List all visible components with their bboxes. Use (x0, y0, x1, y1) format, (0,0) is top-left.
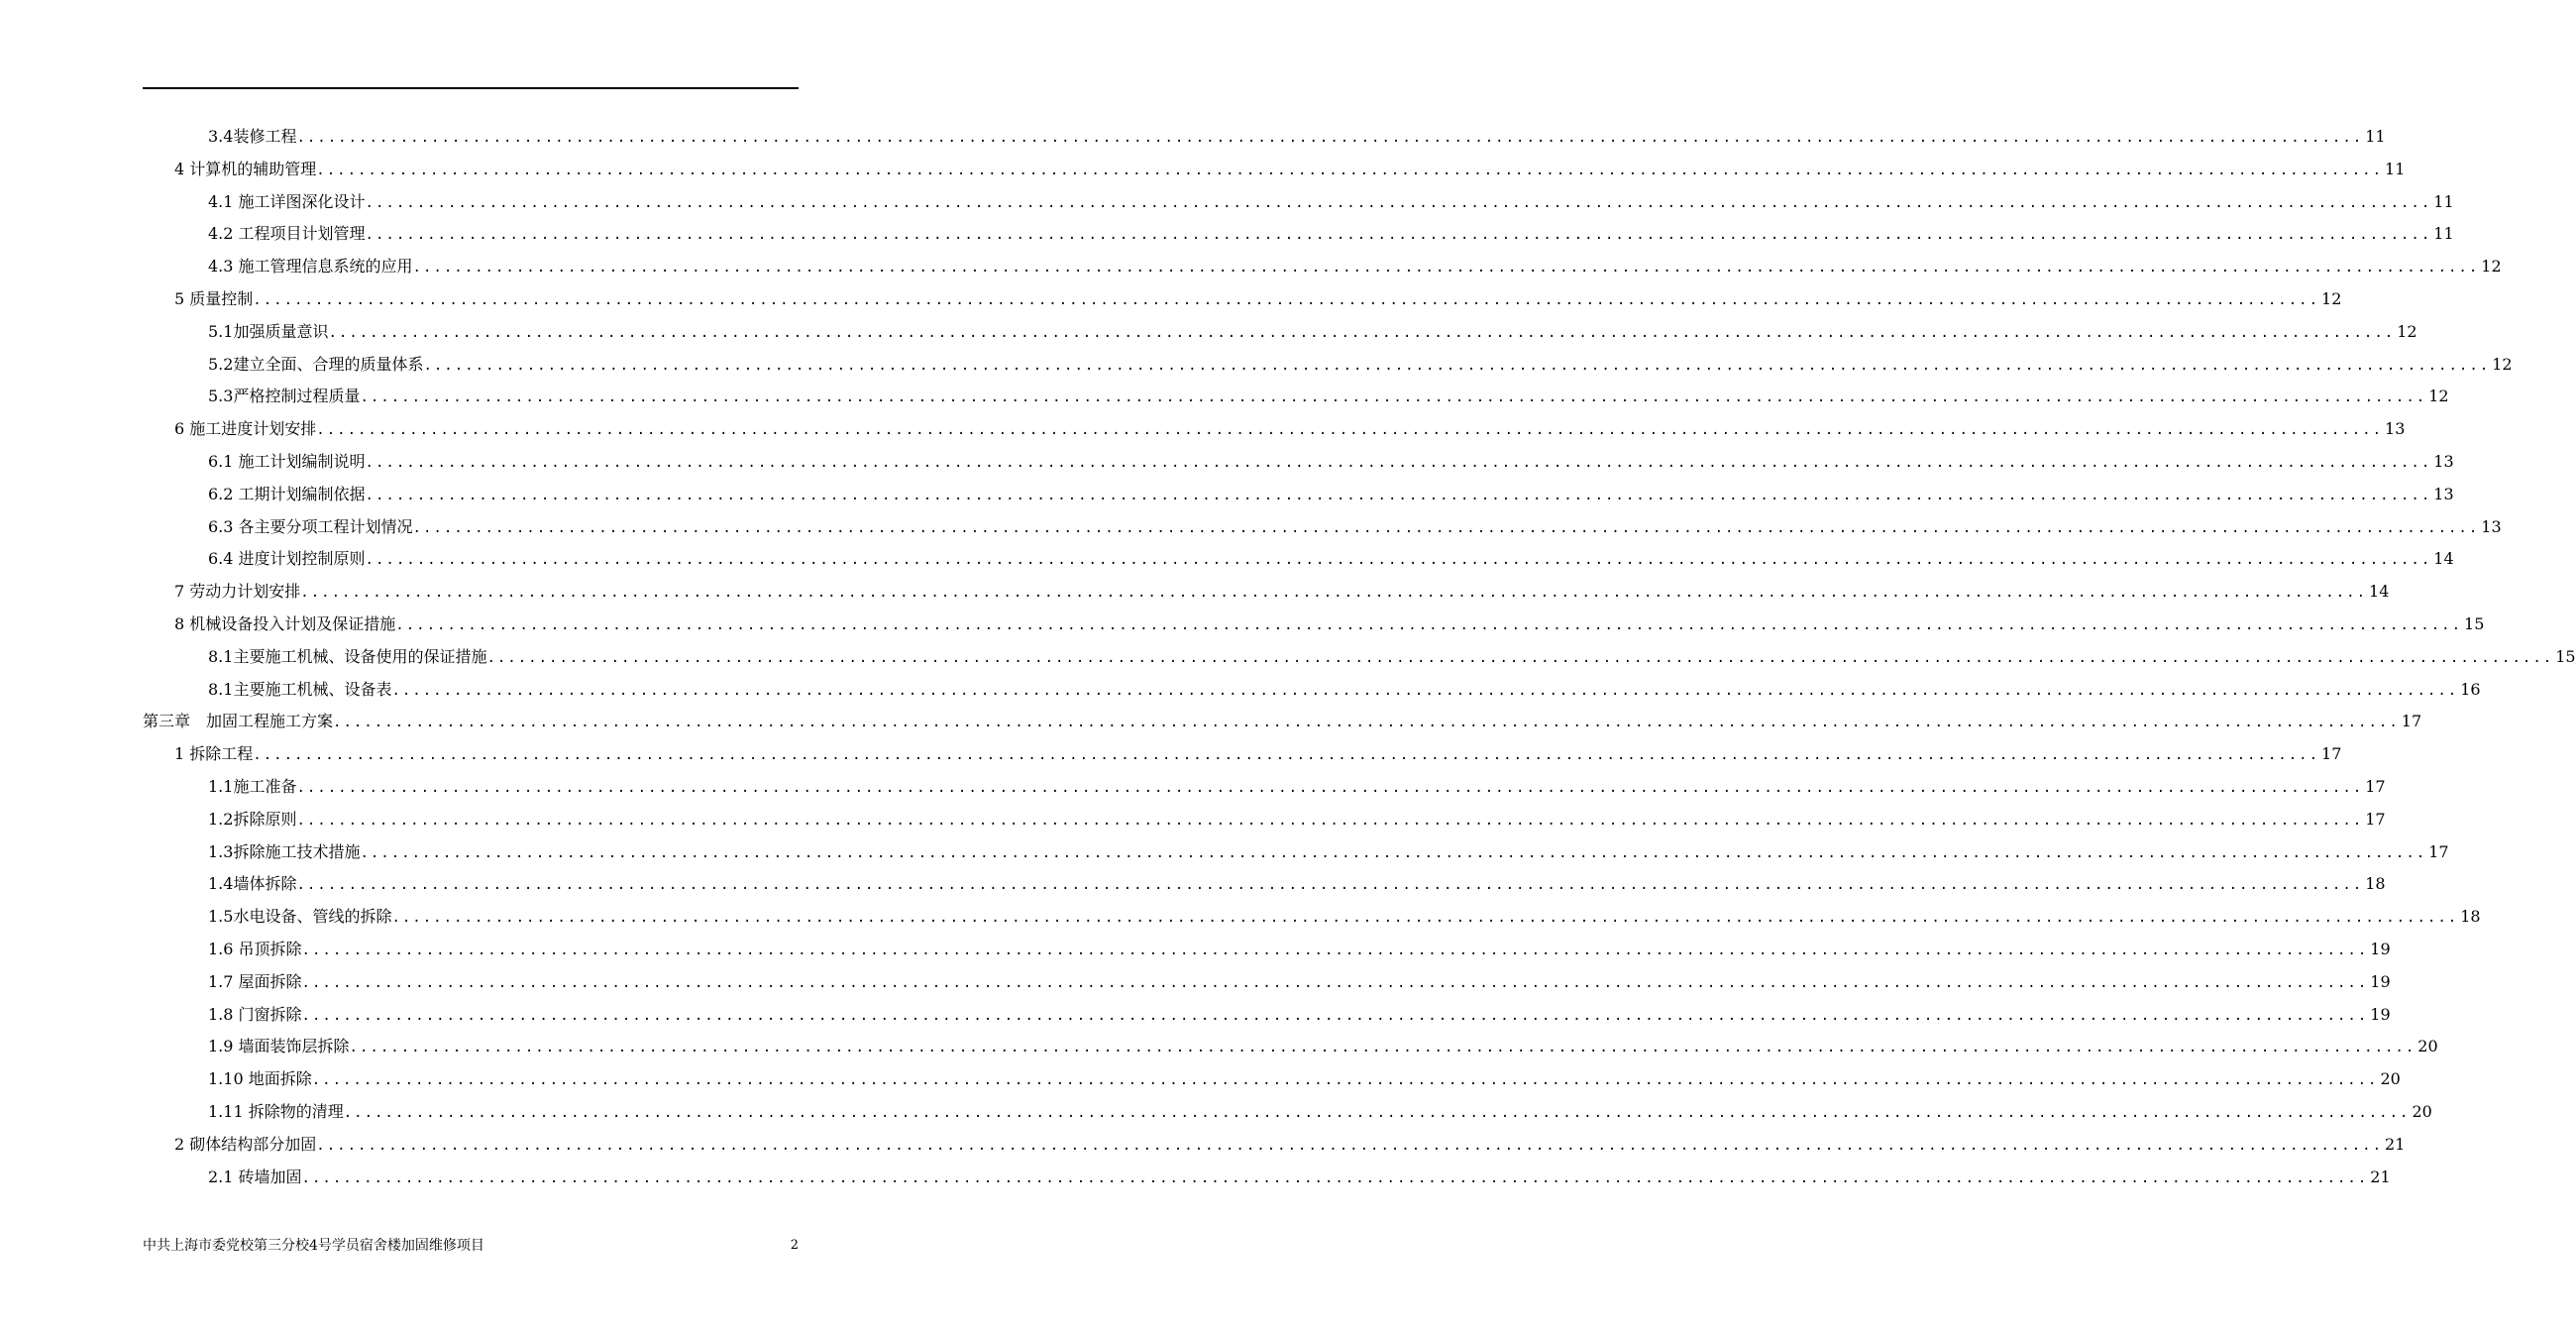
toc-entry-page: 12 (2321, 289, 2342, 308)
toc-dot-leader: ........................................................................................................................................................................................................ (412, 260, 2480, 277)
toc-dot-leader: ........................................................................................................................................................................................................ (296, 130, 2364, 146)
toc-entry[interactable] (174, 608, 2485, 640)
toc-entry[interactable] (208, 803, 2386, 835)
toc-dot-leader: ........................................................................................................................................................................................................ (328, 324, 2396, 341)
toc-entry[interactable] (143, 705, 2422, 737)
toc-entry[interactable] (174, 1128, 2406, 1161)
footer-page-number: 2 (790, 1238, 799, 1253)
toc-entry-page: 14 (2433, 549, 2454, 569)
toc-dot-leader: ........................................................................................................................................................................................................ (301, 1007, 2369, 1024)
toc-entry[interactable] (208, 445, 2454, 478)
page-footer (143, 1235, 799, 1257)
toc-entry-title: 1.7 屋面拆除 (208, 971, 302, 991)
toc-entry-page: 13 (2481, 516, 2502, 536)
toc-entry-title: 1.3拆除施工技术措施 (208, 841, 361, 861)
toc-entry-page: 13 (2385, 419, 2406, 439)
toc-dot-leader: ........................................................................................................................................................................................................ (349, 1040, 2416, 1056)
footer-title: 中共上海市委党校第三分校4号学员宿舍楼加固维修项目 (143, 1238, 484, 1254)
toc-dot-leader: ........................................................................................................................................................................................................ (365, 455, 2432, 471)
toc-dot-leader: ........................................................................................................................................................................................................ (486, 649, 2554, 666)
toc-entry-title: 1.2拆除原则 (208, 809, 297, 829)
toc-dot-leader: ........................................................................................................................................................................................................ (253, 292, 2320, 308)
toc-dot-leader: ........................................................................................................................................................................................................ (296, 780, 2364, 796)
toc-dot-leader: ........................................................................................................................................................................................................ (412, 519, 2480, 536)
toc-entry-page: 17 (2365, 809, 2386, 829)
toc-entry-page: 20 (2380, 1069, 2401, 1089)
toc-entry-title: 6.1 施工计划编制说明 (208, 452, 366, 471)
toc-entry[interactable] (174, 153, 2406, 185)
toc-entry-title: 5 质量控制 (174, 289, 254, 308)
toc-entry-page: 21 (2385, 1134, 2406, 1154)
toc-entry-title: 1.4墙体拆除 (208, 874, 297, 894)
toc-entry-page: 12 (2397, 321, 2417, 341)
toc-dot-leader: ........................................................................................................................................................................................................ (391, 910, 2459, 927)
toc-dot-leader: ........................................................................................................................................................................................................ (360, 844, 2427, 861)
toc-dot-leader: ........................................................................................................................................................................................................ (333, 715, 2400, 731)
toc-entry-page: 13 (2433, 452, 2454, 471)
toc-entry-page: 11 (2365, 127, 2386, 146)
toc-entry-page: 12 (2428, 387, 2449, 406)
toc-entry-page: 17 (2401, 712, 2422, 731)
toc-entry-title: 5.3严格控制过程质量 (208, 387, 361, 406)
toc-entry[interactable] (208, 965, 2391, 998)
toc-dot-leader: ........................................................................................................................................................................................................ (316, 162, 2384, 178)
toc-entry-page: 11 (2433, 224, 2454, 244)
toc-entry[interactable] (208, 217, 2454, 250)
toc-entry[interactable] (208, 510, 2502, 543)
toc-entry-page: 19 (2370, 971, 2391, 991)
toc-entry-page: 14 (2369, 582, 2390, 602)
toc-entry-page: 20 (2412, 1102, 2432, 1121)
toc-entry-title: 6 施工进度计划安排 (174, 419, 317, 439)
toc-dot-leader: ........................................................................................................................................................................................................ (296, 877, 2364, 894)
toc-entry-page: 20 (2417, 1037, 2438, 1056)
toc-dot-leader: ........................................................................................................................................................................................................ (253, 747, 2320, 764)
toc-dot-leader: ........................................................................................................................................................................................................ (311, 1072, 2379, 1089)
toc-entry[interactable] (208, 1062, 2401, 1095)
toc-dot-leader: ........................................................................................................................................................................................................ (365, 487, 2432, 503)
toc-dot-leader: ........................................................................................................................................................................................................ (391, 682, 2459, 699)
toc-dot-leader: ........................................................................................................................................................................................................ (301, 974, 2369, 991)
toc-entry-page: 15 (2464, 614, 2485, 633)
toc-entry-page: 17 (2428, 841, 2449, 861)
toc-entry-title: 1.5水电设备、管线的拆除 (208, 907, 392, 927)
toc-dot-leader: ........................................................................................................................................................................................................ (395, 617, 2463, 633)
toc-entry-page: 16 (2460, 679, 2481, 699)
toc-entry[interactable] (208, 933, 2391, 965)
toc-entry-title: 1.9 墙面装饰层拆除 (208, 1037, 350, 1056)
toc-entry-title: 3.4装修工程 (208, 127, 297, 146)
toc-entry[interactable] (174, 737, 2342, 770)
toc-entry[interactable] (208, 542, 2454, 575)
toc-entry-title: 1.6 吊顶拆除 (208, 940, 302, 958)
toc-entry-page: 12 (2481, 257, 2502, 277)
toc-entry-title: 8.1主要施工机械、设备表 (208, 679, 392, 699)
toc-dot-leader: ........................................................................................................................................................................................................ (365, 227, 2432, 244)
toc-entry-title: 6.4 进度计划控制原则 (208, 549, 366, 569)
toc-entry-page: 17 (2321, 744, 2342, 764)
toc-entry[interactable] (208, 835, 2449, 868)
toc-dot-leader: ........................................................................................................................................................................................................ (316, 422, 2384, 439)
toc-entry-page: 18 (2365, 874, 2386, 894)
toc-entry-title: 1.11 拆除物的清理 (208, 1102, 344, 1121)
toc-entry[interactable] (174, 412, 2406, 445)
toc-entry-title: 6.3 各主要分项工程计划情况 (208, 516, 413, 536)
toc-entry-title: 1 拆除工程 (174, 744, 254, 764)
toc-entry-page: 15 (2555, 646, 2576, 666)
toc-entry[interactable] (208, 1161, 2391, 1193)
toc-dot-leader: ........................................................................................................................................................................................................ (301, 943, 2369, 958)
header-rule (143, 87, 799, 89)
toc-entry[interactable] (208, 380, 2449, 412)
toc-entry[interactable] (208, 770, 2386, 803)
toc-entry[interactable] (174, 575, 2390, 608)
toc-entry[interactable] (208, 1095, 2432, 1128)
toc-entry-page: 12 (2492, 354, 2513, 374)
toc-entry-title: 1.1施工准备 (208, 777, 297, 796)
toc-entry[interactable] (208, 640, 2576, 673)
toc-entry-title: 第三章 加固工程施工方案 (143, 712, 334, 731)
toc-entry-page: 19 (2370, 940, 2391, 958)
toc-entry[interactable] (208, 185, 2454, 218)
toc-dot-leader: ........................................................................................................................................................................................................ (365, 194, 2432, 211)
toc-dot-leader: ........................................................................................................................................................................................................ (365, 552, 2432, 569)
toc-entry[interactable] (174, 282, 2342, 315)
toc-entry[interactable] (208, 120, 2386, 153)
toc-entry-title: 4.1 施工详图深化设计 (208, 191, 366, 211)
toc-dot-leader: ........................................................................................................................................................................................................ (300, 585, 2368, 602)
toc-entry-page: 18 (2460, 907, 2481, 927)
toc-entry-page: 19 (2370, 1004, 2391, 1024)
toc-entry[interactable] (208, 478, 2454, 510)
toc-entry-title: 4 计算机的辅助管理 (174, 159, 317, 178)
toc-dot-leader: ........................................................................................................................................................................................................ (301, 1169, 2369, 1186)
toc-dot-leader: ........................................................................................................................................................................................................ (296, 812, 2364, 829)
toc-entry-title: 8.1主要施工机械、设备使用的保证措施 (208, 646, 487, 666)
toc-entry-title: 5.1加强质量意识 (208, 321, 329, 341)
toc-entry-page: 11 (2433, 191, 2454, 211)
toc-entry-title: 1.10 地面拆除 (208, 1069, 312, 1089)
toc-entry-title: 7 劳动力计划安排 (174, 582, 301, 602)
toc-entry-page: 13 (2433, 484, 2454, 503)
toc-entry-title: 4.2 工程项目计划管理 (208, 224, 366, 244)
toc-entry[interactable] (208, 250, 2502, 282)
toc-entry[interactable] (208, 673, 2481, 706)
toc-entry-title: 1.8 门窗拆除 (208, 1004, 302, 1024)
toc-entry-page: 11 (2385, 159, 2406, 178)
toc-entry-title: 6.2 工期计划编制依据 (208, 484, 366, 503)
toc-dot-leader: ........................................................................................................................................................................................................ (316, 1137, 2384, 1154)
toc-entry-page: 21 (2370, 1166, 2391, 1186)
toc-entry[interactable] (208, 867, 2386, 900)
toc-entry-page: 17 (2365, 777, 2386, 796)
toc-entry-title: 2 砌体结构部分加固 (174, 1134, 317, 1154)
toc-dot-leader: ........................................................................................................................................................................................................ (343, 1105, 2411, 1121)
toc-entry[interactable] (208, 998, 2391, 1031)
toc-entry-title: 2.1 砖墙加固 (208, 1166, 302, 1186)
toc-entry-title: 4.3 施工管理信息系统的应用 (208, 257, 413, 277)
toc-entry[interactable] (208, 900, 2481, 933)
toc-dot-leader: ........................................................................................................................................................................................................ (423, 357, 2491, 374)
toc-entry-title: 8 机械设备投入计划及保证措施 (174, 614, 396, 633)
toc-dot-leader: ........................................................................................................................................................................................................ (360, 389, 2427, 406)
toc-entry-title: 5.2建立全面、合理的质量体系 (208, 354, 424, 374)
toc-entry[interactable] (208, 348, 2513, 381)
toc-entry[interactable] (208, 315, 2417, 348)
toc-entry[interactable] (208, 1030, 2438, 1062)
